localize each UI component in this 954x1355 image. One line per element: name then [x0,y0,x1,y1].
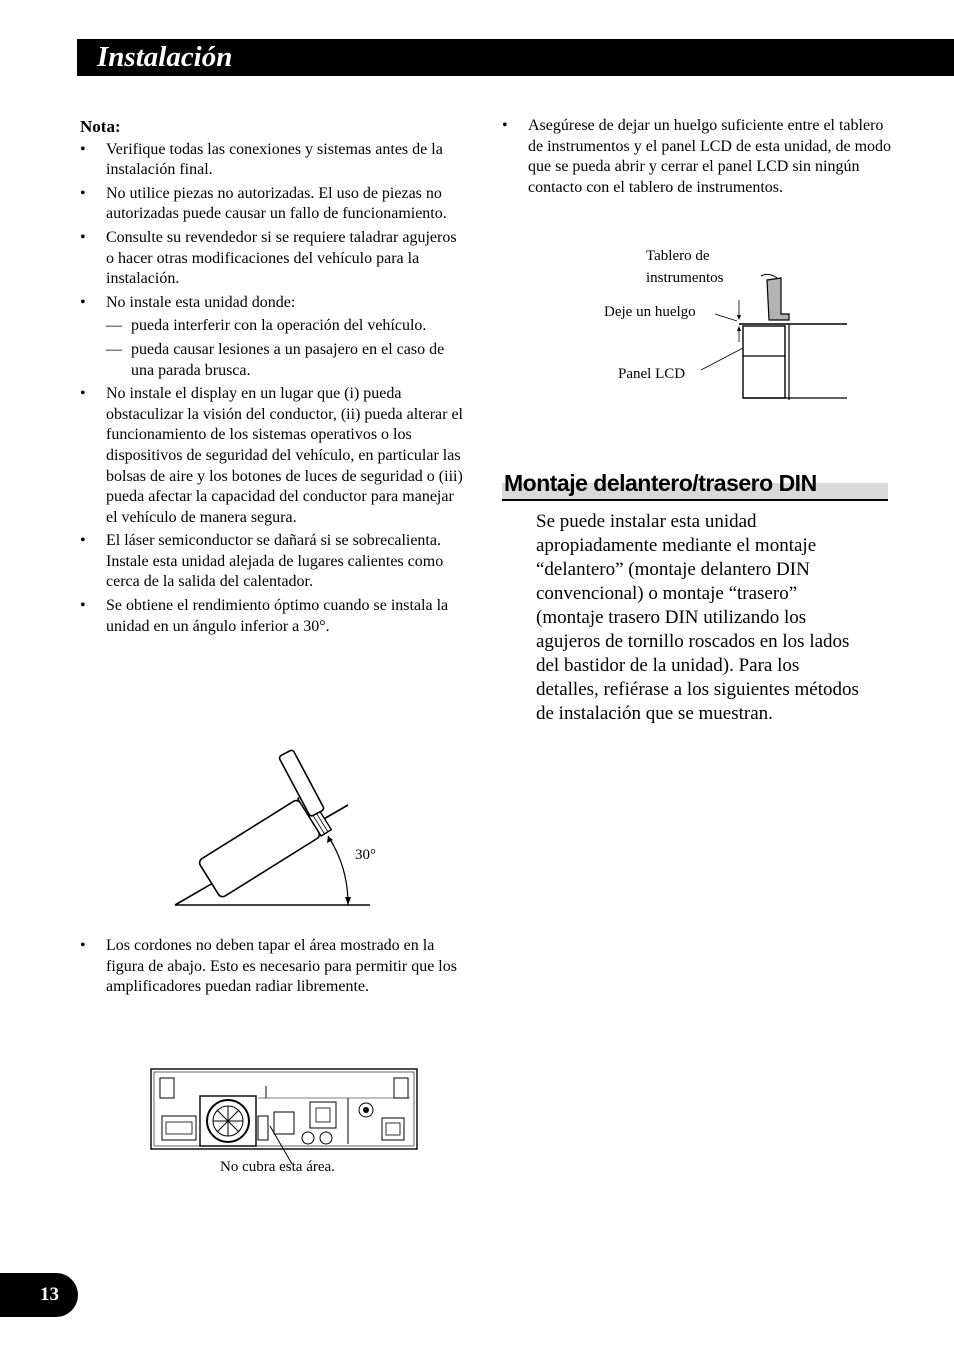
cords-list [80,936,470,998]
bullet-mark: • [80,597,86,615]
gap-figure [695,270,855,405]
left-column [80,117,465,640]
gap-label: Deje un huelgo [604,304,696,320]
cords-note [80,936,470,1001]
sub-list-item [106,316,465,337]
bullet-text: El láser semiconductor se dañará si se sobrecalienta. Instale esta unidad alejada de lugares calientes como cerca de la salida del calentador. [106,532,444,591]
dash-mark: — [106,340,122,358]
sub-list [106,316,465,381]
page-title: Instalación [97,41,233,73]
sub-list-item [106,340,465,381]
angle-label: 30° [355,847,376,863]
note-title: Nota: [80,117,121,136]
angle-figure [170,735,380,910]
bullet-mark: • [80,532,86,550]
dashboard-label-2: instrumentos [646,270,724,286]
list-item [80,384,465,528]
bullet-mark: • [80,228,86,246]
bullet-mark: • [80,937,86,954]
bullet-text: Verifique todas las conexiones y sistemas antes de la instalación final. [106,140,443,179]
note-list [80,140,465,638]
bullet-mark: • [80,140,86,158]
bullet-mark: • [80,184,86,202]
sub-item-text: pueda interferir con la operación del vehículo. [131,317,427,335]
bullet-text: Consulte su revendedor si se requiere taladrar agujeros o hacer otras modificaciones del vehículo para la instalación. [106,228,457,288]
page-number-tab [0,1273,78,1317]
list-item [80,140,465,181]
rear-panel-caption: No cubra esta área. [220,1159,335,1175]
bullet-mark: • [502,117,508,134]
right-bullet-list [502,116,892,198]
dashboard-label-1: Tablero de [646,248,710,264]
list-item [80,184,465,225]
rear-panel-figure [150,1068,420,1152]
section-heading: Montaje delantero/trasero DIN [504,470,817,496]
section-heading-block [502,468,888,502]
bullet-text: Los cordones no deben tapar el área mostrado en la figura de abajo. Esto es necesario para permitir que los amplificadores puedan radiar libremente. [106,937,457,996]
bullet-text: Asegúrese de dejar un huelgo suficiente entre el tablero de instrumentos y el panel LCD de esta unidad, de modo que se pueda abrir y cerrar el panel LCD sin ningún contacto con el tablero de instrumentos. [528,117,892,196]
header-bar [77,39,954,76]
list-item [502,116,892,198]
dash-mark: — [106,317,122,335]
list-item [80,531,465,593]
list-item [80,293,465,381]
list-item [80,936,470,998]
bullet-text: No utilice piezas no autorizadas. El uso de piezas no autorizadas puede causar un fallo de funcionamiento. [106,184,447,223]
bullet-text: No instale esta unidad donde: [106,293,296,311]
bullet-mark: • [80,293,86,311]
right-column [502,116,892,201]
list-item [80,228,465,290]
lcd-label: Panel LCD [618,366,686,382]
page-number: 13 [40,1284,59,1305]
bullet-mark: • [80,385,86,403]
heading-rule [502,499,888,501]
sub-item-text: pueda causar lesiones a un pasajero en el caso de una parada brusca. [131,340,445,379]
bullet-text: Se obtiene el rendimiento óptimo cuando se instala la unidad en un ángulo inferior a 30°. [106,597,449,635]
section-body: Se puede instalar esta unidad apropiadamente mediante el montaje “delantero” (montaje delantero DIN convencional) o montaje “trasero” (montaje trasero DIN utilizando los agujeros de tornillo roscados en los lados del bastidor de la unidad). Para los detalles, refiérase a los siguientes métodos de instalación que se muestran. [536,511,859,724]
list-item [80,596,465,637]
bullet-text: No instale el display en un lugar que (i) pueda obstaculizar la visión del conductor, (ii) pueda alterar el funcionamiento de los sistemas operativos o los dispositivos de seguridad del vehículo, en particular las bolsas de aire y los botones de luces de seguridad o (iii) pueda afectar la capacidad del conductor para manejar el vehículo de manera segura. [106,385,463,526]
